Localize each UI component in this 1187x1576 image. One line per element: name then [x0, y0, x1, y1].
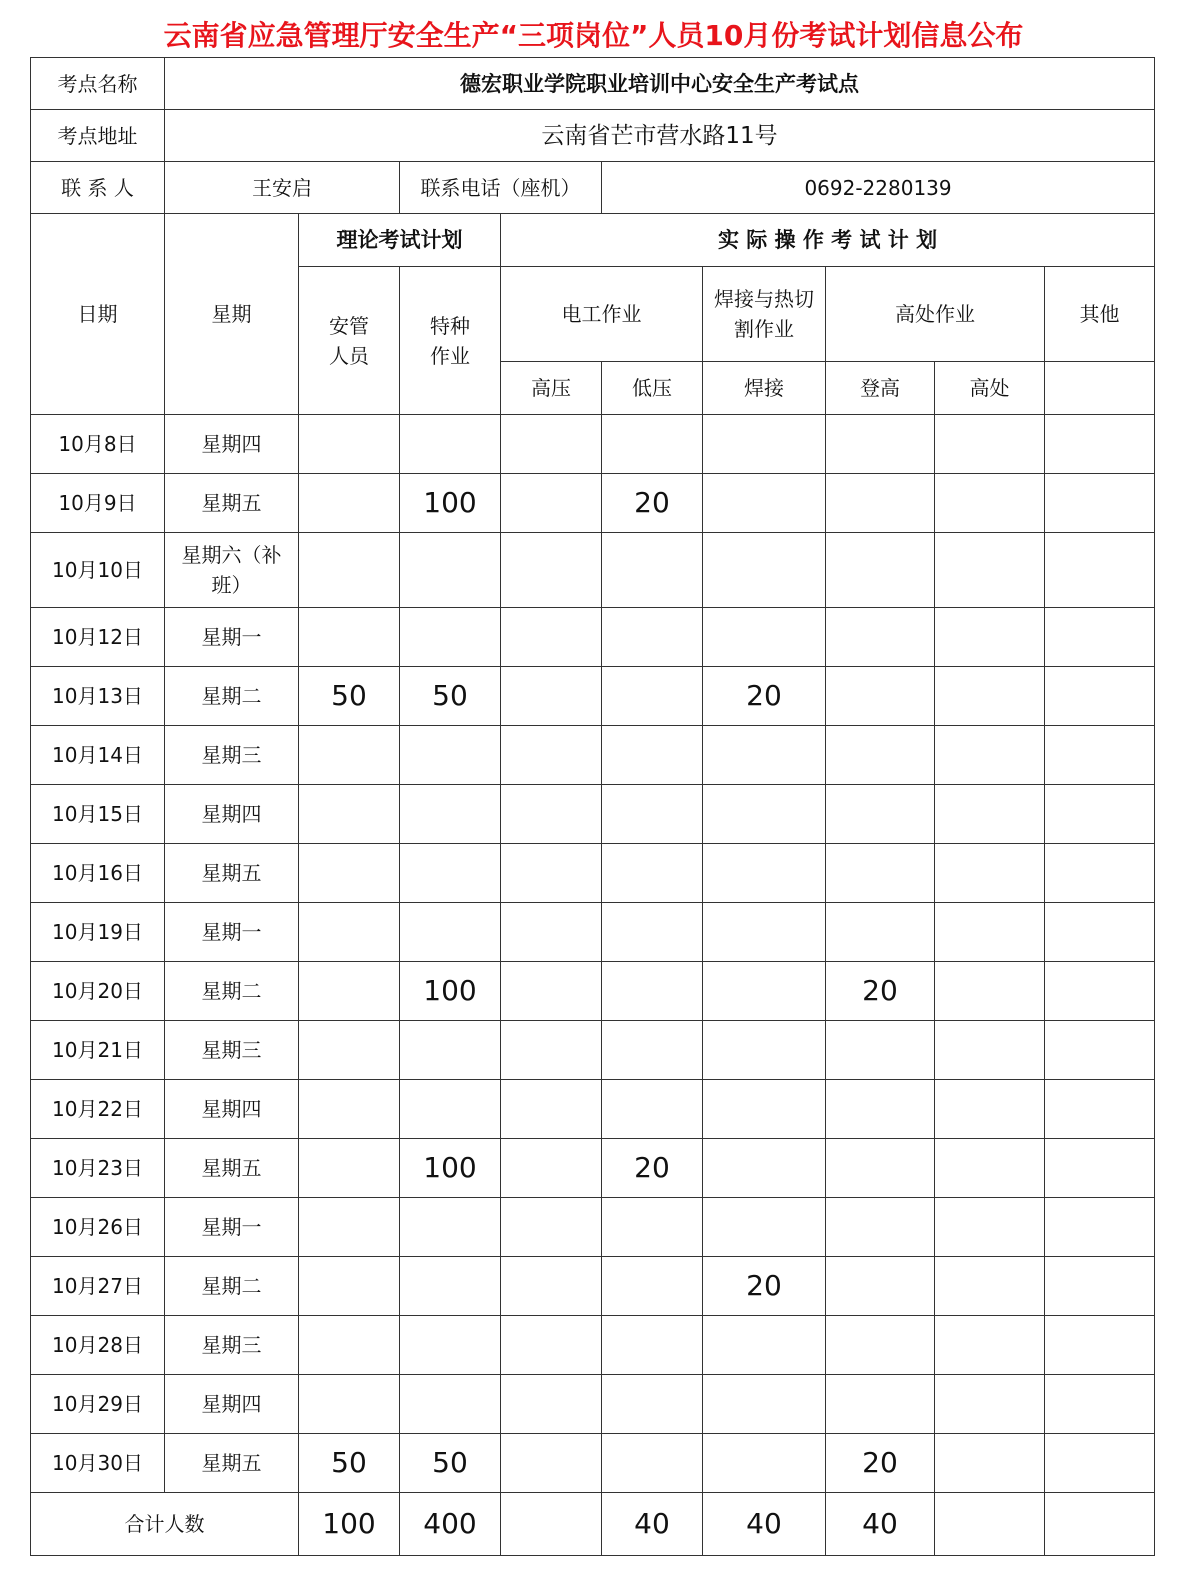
date-cell: 10月27日 — [31, 1257, 165, 1316]
weekday-cell: 星期四 — [165, 1375, 299, 1434]
height-header: 高处作业 — [826, 267, 1045, 362]
page-title: 云南省应急管理厅安全生产“三项岗位”人员10月份考试计划信息公布 — [163, 19, 1024, 52]
address-row — [31, 110, 1155, 162]
high-voltage-cell — [501, 1257, 602, 1316]
high-place-cell — [935, 474, 1045, 533]
high-place-cell — [935, 415, 1045, 474]
welding-header: 焊接 — [703, 362, 826, 415]
welding-cell — [703, 962, 826, 1021]
high-voltage-total-cell — [501, 1493, 602, 1556]
safety-mgmt-cell — [299, 962, 400, 1021]
weekday-cell: 星期一 — [165, 903, 299, 962]
table-row — [31, 1316, 1155, 1375]
electrical-header: 电工作业 — [501, 267, 703, 362]
high-voltage-cell — [501, 903, 602, 962]
safety-mgmt-cell: 50 — [299, 667, 400, 726]
weekday-cell: 星期五 — [165, 844, 299, 903]
other-cell — [1045, 785, 1155, 844]
other-cell — [1045, 415, 1155, 474]
special-cell — [400, 533, 501, 608]
climbing-header: 登高 — [826, 362, 935, 415]
other-cell — [1045, 1021, 1155, 1080]
safety-mgmt-header: 安管人员 — [299, 267, 400, 415]
climbing-cell — [826, 726, 935, 785]
date-cell: 10月16日 — [31, 844, 165, 903]
total-row — [31, 1493, 1155, 1556]
table-row — [31, 726, 1155, 785]
high-place-cell — [935, 1375, 1045, 1434]
welding-cell: 20 — [703, 667, 826, 726]
high-voltage-cell — [501, 1139, 602, 1198]
high-place-cell — [935, 1198, 1045, 1257]
high-place-cell — [935, 726, 1045, 785]
high-place-total-cell — [935, 1493, 1045, 1556]
other-header: 其他 — [1045, 267, 1155, 362]
climbing-cell — [826, 667, 935, 726]
date-cell: 10月9日 — [31, 474, 165, 533]
other-cell — [1045, 1316, 1155, 1375]
other-cell — [1045, 1139, 1155, 1198]
contact-label: 联 系 人 — [31, 162, 165, 214]
high-place-cell — [935, 1434, 1045, 1493]
low-voltage-cell: 20 — [602, 474, 703, 533]
table-row — [31, 1257, 1155, 1316]
weekday-cell: 星期五 — [165, 474, 299, 533]
practical-header: 实 际 操 作 考 试 计 划 — [501, 214, 1155, 267]
welding-cell — [703, 844, 826, 903]
safety-mgmt-cell — [299, 533, 400, 608]
other-cell — [1045, 533, 1155, 608]
exam-plan-table — [30, 57, 1155, 1556]
high-place-cell — [935, 1257, 1045, 1316]
high-place-cell — [935, 608, 1045, 667]
safety-mgmt-cell — [299, 903, 400, 962]
special-cell — [400, 1257, 501, 1316]
contact-value: 王安启 — [165, 162, 400, 214]
welding-cell — [703, 1316, 826, 1375]
table-row — [31, 962, 1155, 1021]
safety-mgmt-cell: 50 — [299, 1434, 400, 1493]
low-voltage-cell — [602, 415, 703, 474]
other-cell — [1045, 903, 1155, 962]
low-voltage-header: 低压 — [602, 362, 703, 415]
special-header: 特种作业 — [400, 267, 501, 415]
other-cell — [1045, 608, 1155, 667]
high-place-cell — [935, 667, 1045, 726]
date-cell: 10月22日 — [31, 1080, 165, 1139]
theory-header: 理论考试计划 — [299, 214, 501, 267]
low-voltage-cell — [602, 1021, 703, 1080]
welding-cell — [703, 1198, 826, 1257]
welding-total-cell: 40 — [703, 1493, 826, 1556]
phone-label: 联系电话（座机） — [400, 162, 602, 214]
climbing-cell: 20 — [826, 1434, 935, 1493]
special-cell: 100 — [400, 962, 501, 1021]
high-voltage-cell — [501, 1198, 602, 1257]
weekday-cell: 星期五 — [165, 1139, 299, 1198]
table-row — [31, 608, 1155, 667]
high-place-cell — [935, 962, 1045, 1021]
table-row — [31, 1021, 1155, 1080]
weekday-cell: 星期五 — [165, 1434, 299, 1493]
welding-cell — [703, 726, 826, 785]
other-cell — [1045, 667, 1155, 726]
date-cell: 10月29日 — [31, 1375, 165, 1434]
high-voltage-cell — [501, 415, 602, 474]
weekday-cell: 星期四 — [165, 1080, 299, 1139]
other-sub-header — [1045, 362, 1155, 415]
date-cell: 10月26日 — [31, 1198, 165, 1257]
other-cell — [1045, 1257, 1155, 1316]
high-place-cell — [935, 785, 1045, 844]
safety-mgmt-cell — [299, 1021, 400, 1080]
other-total-cell — [1045, 1493, 1155, 1556]
special-cell: 100 — [400, 1139, 501, 1198]
table-row — [31, 474, 1155, 533]
welding-cell — [703, 1375, 826, 1434]
safety-mgmt-cell — [299, 474, 400, 533]
special-total-cell: 400 — [400, 1493, 501, 1556]
special-cell — [400, 1198, 501, 1257]
weekday-cell: 星期四 — [165, 785, 299, 844]
date-cell: 10月10日 — [31, 533, 165, 608]
climbing-cell — [826, 533, 935, 608]
date-cell: 10月13日 — [31, 667, 165, 726]
climbing-cell — [826, 1198, 935, 1257]
special-cell — [400, 726, 501, 785]
low-voltage-cell — [602, 533, 703, 608]
weekday-cell: 星期二 — [165, 1257, 299, 1316]
safety-mgmt-total-cell: 100 — [299, 1493, 400, 1556]
safety-mgmt-cell — [299, 1257, 400, 1316]
special-cell: 50 — [400, 1434, 501, 1493]
table-row — [31, 1434, 1155, 1493]
date-cell: 10月28日 — [31, 1316, 165, 1375]
high-voltage-cell — [501, 726, 602, 785]
high-voltage-cell — [501, 1316, 602, 1375]
date-cell: 10月15日 — [31, 785, 165, 844]
climbing-cell: 20 — [826, 962, 935, 1021]
climbing-cell — [826, 1021, 935, 1080]
high-voltage-cell — [501, 533, 602, 608]
date-cell: 10月14日 — [31, 726, 165, 785]
high-voltage-cell — [501, 1375, 602, 1434]
weekday-cell: 星期三 — [165, 1021, 299, 1080]
special-cell — [400, 1080, 501, 1139]
total-label: 合计人数 — [31, 1493, 299, 1556]
date-cell: 10月19日 — [31, 903, 165, 962]
high-voltage-cell — [501, 785, 602, 844]
safety-mgmt-cell — [299, 608, 400, 667]
other-cell — [1045, 1080, 1155, 1139]
high-voltage-cell — [501, 667, 602, 726]
special-cell — [400, 785, 501, 844]
table-row — [31, 415, 1155, 474]
header-row-1 — [31, 214, 1155, 267]
date-header: 日期 — [31, 214, 165, 415]
low-voltage-cell — [602, 667, 703, 726]
welding-cell — [703, 415, 826, 474]
date-cell: 10月20日 — [31, 962, 165, 1021]
welding-cell — [703, 533, 826, 608]
safety-mgmt-cell — [299, 1375, 400, 1434]
low-voltage-cell — [602, 962, 703, 1021]
safety-mgmt-cell — [299, 844, 400, 903]
low-voltage-cell — [602, 1434, 703, 1493]
special-cell — [400, 1316, 501, 1375]
special-cell — [400, 844, 501, 903]
weekday-header: 星期 — [165, 214, 299, 415]
weekday-cell: 星期六（补班） — [165, 533, 299, 608]
climbing-cell — [826, 1080, 935, 1139]
date-cell: 10月30日 — [31, 1434, 165, 1493]
high-place-cell — [935, 1080, 1045, 1139]
address-label: 考点地址 — [31, 110, 165, 162]
welding-cell — [703, 1021, 826, 1080]
welding-cell — [703, 608, 826, 667]
welding-cell — [703, 785, 826, 844]
low-voltage-cell — [602, 844, 703, 903]
safety-mgmt-cell — [299, 1139, 400, 1198]
other-cell — [1045, 474, 1155, 533]
safety-mgmt-cell — [299, 1198, 400, 1257]
weekday-cell: 星期一 — [165, 1198, 299, 1257]
climbing-cell — [826, 608, 935, 667]
other-cell — [1045, 1375, 1155, 1434]
climbing-cell — [826, 474, 935, 533]
other-cell — [1045, 962, 1155, 1021]
low-voltage-cell — [602, 903, 703, 962]
climbing-cell — [826, 415, 935, 474]
table-row — [31, 1375, 1155, 1434]
welding-cell — [703, 1434, 826, 1493]
table-row — [31, 1139, 1155, 1198]
special-cell — [400, 903, 501, 962]
welding-cell: 20 — [703, 1257, 826, 1316]
other-cell — [1045, 1434, 1155, 1493]
climbing-cell — [826, 1139, 935, 1198]
weekday-cell: 星期二 — [165, 962, 299, 1021]
safety-mgmt-cell — [299, 1316, 400, 1375]
climbing-cell — [826, 785, 935, 844]
site-name-value: 德宏职业学院职业培训中心安全生产考试点 — [165, 58, 1155, 110]
welding-cell — [703, 903, 826, 962]
climbing-total-cell: 40 — [826, 1493, 935, 1556]
low-voltage-cell — [602, 1257, 703, 1316]
safety-mgmt-cell — [299, 785, 400, 844]
climbing-cell — [826, 1316, 935, 1375]
high-voltage-cell — [501, 474, 602, 533]
table-row — [31, 903, 1155, 962]
welding-cell — [703, 1080, 826, 1139]
other-cell — [1045, 844, 1155, 903]
low-voltage-cell: 20 — [602, 1139, 703, 1198]
weekday-cell: 星期三 — [165, 1316, 299, 1375]
low-voltage-cell — [602, 1198, 703, 1257]
date-cell: 10月8日 — [31, 415, 165, 474]
safety-mgmt-cell — [299, 726, 400, 785]
address-value: 云南省芒市营水路11号 — [165, 110, 1155, 162]
climbing-cell — [826, 1257, 935, 1316]
low-voltage-total-cell: 40 — [602, 1493, 703, 1556]
high-voltage-cell — [501, 844, 602, 903]
high-voltage-cell — [501, 962, 602, 1021]
low-voltage-cell — [602, 726, 703, 785]
high-voltage-cell — [501, 608, 602, 667]
high-voltage-cell — [501, 1080, 602, 1139]
high-place-cell — [935, 1021, 1045, 1080]
weekday-cell: 星期二 — [165, 667, 299, 726]
welding-cell — [703, 474, 826, 533]
high-place-cell — [935, 844, 1045, 903]
safety-mgmt-cell — [299, 1080, 400, 1139]
table-row — [31, 1198, 1155, 1257]
welding-cell — [703, 1139, 826, 1198]
site-name-label: 考点名称 — [31, 58, 165, 110]
date-cell: 10月23日 — [31, 1139, 165, 1198]
climbing-cell — [826, 903, 935, 962]
weekday-cell: 星期四 — [165, 415, 299, 474]
climbing-cell — [826, 844, 935, 903]
high-voltage-header: 高压 — [501, 362, 602, 415]
table-row — [31, 844, 1155, 903]
high-place-cell — [935, 1139, 1045, 1198]
low-voltage-cell — [602, 1375, 703, 1434]
climbing-cell — [826, 1375, 935, 1434]
phone-value: 0692-2280139 — [602, 162, 1155, 214]
high-place-cell — [935, 533, 1045, 608]
weekday-cell: 星期三 — [165, 726, 299, 785]
table-row — [31, 1080, 1155, 1139]
high-voltage-cell — [501, 1021, 602, 1080]
low-voltage-cell — [602, 608, 703, 667]
table-row — [31, 667, 1155, 726]
date-cell: 10月21日 — [31, 1021, 165, 1080]
contact-row — [31, 162, 1155, 214]
special-cell — [400, 1021, 501, 1080]
low-voltage-cell — [602, 785, 703, 844]
high-place-header: 高处 — [935, 362, 1045, 415]
low-voltage-cell — [602, 1080, 703, 1139]
special-cell — [400, 1375, 501, 1434]
date-cell: 10月12日 — [31, 608, 165, 667]
other-cell — [1045, 1198, 1155, 1257]
site-name-row — [31, 58, 1155, 110]
high-place-cell — [935, 1316, 1045, 1375]
table-row — [31, 785, 1155, 844]
high-voltage-cell — [501, 1434, 602, 1493]
weekday-cell: 星期一 — [165, 608, 299, 667]
special-cell — [400, 608, 501, 667]
welding-cutting-header: 焊接与热切割作业 — [703, 267, 826, 362]
special-cell — [400, 415, 501, 474]
table-row — [31, 533, 1155, 608]
high-place-cell — [935, 903, 1045, 962]
safety-mgmt-cell — [299, 415, 400, 474]
special-cell: 100 — [400, 474, 501, 533]
other-cell — [1045, 726, 1155, 785]
special-cell: 50 — [400, 667, 501, 726]
low-voltage-cell — [602, 1316, 703, 1375]
